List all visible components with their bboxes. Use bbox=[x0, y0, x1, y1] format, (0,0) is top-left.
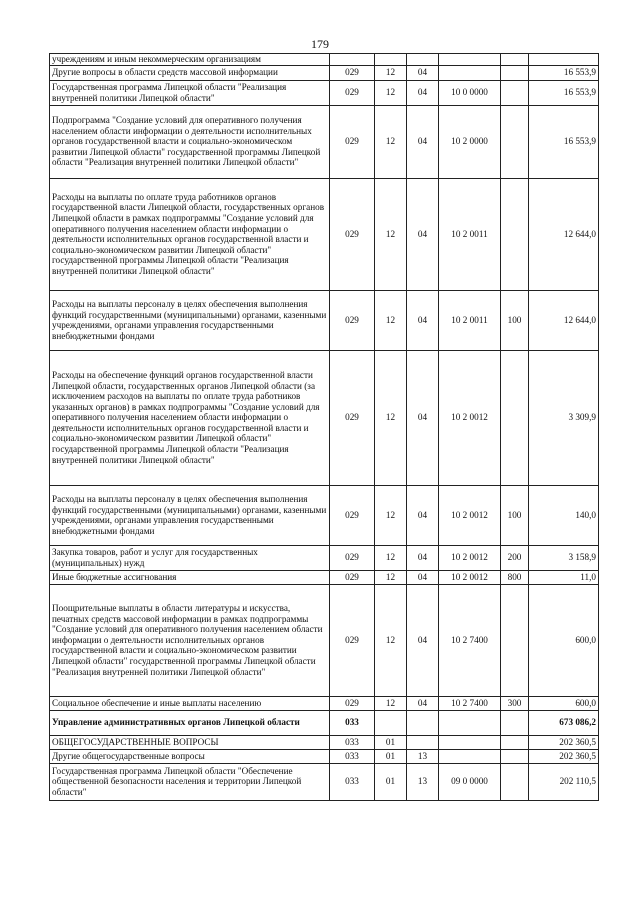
section-code-cell: 12 bbox=[375, 485, 407, 545]
budget-table bbox=[49, 53, 599, 801]
ministry-code-cell: 033 bbox=[330, 735, 375, 749]
amount-cell: 600,0 bbox=[529, 584, 599, 696]
amount-cell: 202 110,5 bbox=[529, 763, 599, 800]
table-row bbox=[50, 570, 599, 584]
item-name-cell: Расходы на выплаты персоналу в целях обеспечения выполнения функций государственными (муниципальными) органами, казенными учреждениями, органами управления государственными внебюджетными фондами bbox=[50, 485, 330, 545]
expense-type-cell bbox=[501, 749, 529, 763]
target-article-cell: 10 2 0012 bbox=[439, 350, 501, 485]
item-name-cell: ОБЩЕГОСУДАРСТВЕННЫЕ ВОПРОСЫ bbox=[50, 735, 330, 749]
section-code-cell: 12 bbox=[375, 350, 407, 485]
expense-type-cell: 300 bbox=[501, 696, 529, 710]
item-name-cell: Подпрограмма "Создание условий для оперативного получения населением области информации о деятельности исполнительных органов государственной власти и социально-экономическом развитии Липецкой области" государственной программы Липецкой области "Реализация внутренней политики Липецкой области" bbox=[50, 105, 330, 178]
target-article-cell: 10 2 0011 bbox=[439, 178, 501, 290]
amount-cell: 16 553,9 bbox=[529, 80, 599, 105]
expense-type-cell: 100 bbox=[501, 290, 529, 350]
table-row bbox=[50, 710, 599, 735]
ministry-code-cell: 029 bbox=[330, 584, 375, 696]
table-row bbox=[50, 54, 599, 66]
expense-type-cell: 100 bbox=[501, 485, 529, 545]
section-code-cell: 12 bbox=[375, 65, 407, 80]
subsection-code-cell: 04 bbox=[407, 80, 439, 105]
amount-cell: 3 158,9 bbox=[529, 545, 599, 570]
amount-cell: 16 553,9 bbox=[529, 65, 599, 80]
expense-type-cell bbox=[501, 80, 529, 105]
table-row bbox=[50, 350, 599, 485]
subsection-code-cell: 04 bbox=[407, 105, 439, 178]
expense-type-cell bbox=[501, 178, 529, 290]
ministry-code-cell bbox=[330, 54, 375, 66]
section-code-cell bbox=[375, 54, 407, 66]
ministry-code-cell: 029 bbox=[330, 178, 375, 290]
subsection-code-cell bbox=[407, 735, 439, 749]
target-article-cell: 10 0 0000 bbox=[439, 80, 501, 105]
amount-cell bbox=[529, 54, 599, 66]
ministry-code-cell: 029 bbox=[330, 105, 375, 178]
subsection-code-cell: 04 bbox=[407, 178, 439, 290]
ministry-code-cell: 029 bbox=[330, 570, 375, 584]
expense-type-cell: 800 bbox=[501, 570, 529, 584]
expense-type-cell bbox=[501, 105, 529, 178]
section-code-cell: 12 bbox=[375, 80, 407, 105]
expense-type-cell bbox=[501, 584, 529, 696]
item-name-cell: Закупка товаров, работ и услуг для государственных (муниципальных) нужд bbox=[50, 545, 330, 570]
expense-type-cell bbox=[501, 54, 529, 66]
subsection-code-cell bbox=[407, 710, 439, 735]
table-row bbox=[50, 65, 599, 80]
ministry-code-cell: 029 bbox=[330, 696, 375, 710]
amount-cell: 3 309,9 bbox=[529, 350, 599, 485]
table-row bbox=[50, 105, 599, 178]
item-name-cell: учреждениям и иным некоммерческим организациям bbox=[50, 54, 330, 66]
target-article-cell: 10 2 0011 bbox=[439, 290, 501, 350]
section-code-cell: 12 bbox=[375, 290, 407, 350]
table-row bbox=[50, 290, 599, 350]
section-code-cell: 12 bbox=[375, 545, 407, 570]
target-article-cell: 10 2 0012 bbox=[439, 570, 501, 584]
target-article-cell bbox=[439, 710, 501, 735]
section-code-cell: 12 bbox=[375, 570, 407, 584]
subsection-code-cell: 13 bbox=[407, 749, 439, 763]
target-article-cell: 10 2 0012 bbox=[439, 485, 501, 545]
target-article-cell bbox=[439, 65, 501, 80]
ministry-code-cell: 029 bbox=[330, 350, 375, 485]
table-row bbox=[50, 696, 599, 710]
section-code-cell bbox=[375, 710, 407, 735]
target-article-cell bbox=[439, 749, 501, 763]
amount-cell: 140,0 bbox=[529, 485, 599, 545]
budget-table-body bbox=[50, 54, 599, 801]
subsection-code-cell: 04 bbox=[407, 290, 439, 350]
ministry-code-cell: 029 bbox=[330, 80, 375, 105]
ministry-code-cell: 029 bbox=[330, 290, 375, 350]
expense-type-cell bbox=[501, 350, 529, 485]
item-name-cell: Государственная программа Липецкой области "Обеспечение общественной безопасности населения и территории Липецкой области" bbox=[50, 763, 330, 800]
target-article-cell: 09 0 0000 bbox=[439, 763, 501, 800]
amount-cell: 12 644,0 bbox=[529, 178, 599, 290]
table-row bbox=[50, 178, 599, 290]
expense-type-cell bbox=[501, 710, 529, 735]
item-name-cell: Иные бюджетные ассигнования bbox=[50, 570, 330, 584]
subsection-code-cell: 04 bbox=[407, 570, 439, 584]
table-row bbox=[50, 80, 599, 105]
expense-type-cell bbox=[501, 763, 529, 800]
ministry-code-cell: 033 bbox=[330, 710, 375, 735]
section-code-cell: 01 bbox=[375, 735, 407, 749]
subsection-code-cell: 04 bbox=[407, 350, 439, 485]
amount-cell: 600,0 bbox=[529, 696, 599, 710]
amount-cell: 202 360,5 bbox=[529, 735, 599, 749]
subsection-code-cell: 04 bbox=[407, 696, 439, 710]
table-row bbox=[50, 545, 599, 570]
subsection-code-cell: 13 bbox=[407, 763, 439, 800]
section-code-cell: 01 bbox=[375, 763, 407, 800]
target-article-cell: 10 2 0000 bbox=[439, 105, 501, 178]
amount-cell: 12 644,0 bbox=[529, 290, 599, 350]
amount-cell: 16 553,9 bbox=[529, 105, 599, 178]
page-number: 179 bbox=[311, 37, 329, 51]
ministry-code-cell: 029 bbox=[330, 545, 375, 570]
item-name-cell: Социальное обеспечение и иные выплаты населению bbox=[50, 696, 330, 710]
table-row bbox=[50, 735, 599, 749]
amount-cell: 11,0 bbox=[529, 570, 599, 584]
subsection-code-cell: 04 bbox=[407, 584, 439, 696]
table-row bbox=[50, 749, 599, 763]
subsection-code-cell bbox=[407, 54, 439, 66]
table-row bbox=[50, 485, 599, 545]
item-name-cell: Поощрительные выплаты в области литературы и искусства, печатных средств массовой информации в рамках подпрограммы "Создание условий для оперативного получения населением области информации о деятельности исполнительных органов государственной власти и социально-экономическом развитии Липецкой области" государственной программы Липецкой области "Реализация внутренней политики Липецкой области" bbox=[50, 584, 330, 696]
item-name-cell: Управление административных органов Липецкой области bbox=[50, 710, 330, 735]
expense-type-cell: 200 bbox=[501, 545, 529, 570]
item-name-cell: Расходы на выплаты по оплате труда работников органов государственной власти Липецкой области, государственных органов Липецкой области в рамках подпрограммы "Создание условий для оперативного получения населением области информации о деятельности исполнительных органов государственной власти и социально-экономическом развитии Липецкой области" государственной программы Липецкой области "Реализация внутренней политики Липецкой области" bbox=[50, 178, 330, 290]
section-code-cell: 12 bbox=[375, 105, 407, 178]
item-name-cell: Другие вопросы в области средств массовой информации bbox=[50, 65, 330, 80]
target-article-cell bbox=[439, 54, 501, 66]
ministry-code-cell: 029 bbox=[330, 485, 375, 545]
ministry-code-cell: 033 bbox=[330, 749, 375, 763]
target-article-cell bbox=[439, 735, 501, 749]
section-code-cell: 12 bbox=[375, 584, 407, 696]
section-code-cell: 12 bbox=[375, 178, 407, 290]
amount-cell: 202 360,5 bbox=[529, 749, 599, 763]
target-article-cell: 10 2 7400 bbox=[439, 696, 501, 710]
amount-cell: 673 086,2 bbox=[529, 710, 599, 735]
item-name-cell: Расходы на выплаты персоналу в целях обеспечения выполнения функций государственными (муниципальными) органами, казенными учреждениями, органами управления государственными внебюджетными фондами bbox=[50, 290, 330, 350]
subsection-code-cell: 04 bbox=[407, 485, 439, 545]
section-code-cell: 12 bbox=[375, 696, 407, 710]
target-article-cell: 10 2 7400 bbox=[439, 584, 501, 696]
table-row bbox=[50, 763, 599, 800]
item-name-cell: Расходы на обеспечение функций органов государственной власти Липецкой области, государственных органов Липецкой области (за исключением расходов на выплаты по оплате труда работников указанных органов) в рамках подпрограммы "Создание условий для оперативного получения населением области информации о деятельности исполнительных органов государственной власти и социально-экономическом развитии Липецкой области" государственной программы Липецкой области "Реализация внутренней политики Липецкой области" bbox=[50, 350, 330, 485]
table-row bbox=[50, 584, 599, 696]
target-article-cell: 10 2 0012 bbox=[439, 545, 501, 570]
ministry-code-cell: 029 bbox=[330, 65, 375, 80]
item-name-cell: Государственная программа Липецкой области "Реализация внутренней политики Липецкой области" bbox=[50, 80, 330, 105]
subsection-code-cell: 04 bbox=[407, 65, 439, 80]
section-code-cell: 01 bbox=[375, 749, 407, 763]
expense-type-cell bbox=[501, 735, 529, 749]
expense-type-cell bbox=[501, 65, 529, 80]
subsection-code-cell: 04 bbox=[407, 545, 439, 570]
item-name-cell: Другие общегосударственные вопросы bbox=[50, 749, 330, 763]
ministry-code-cell: 033 bbox=[330, 763, 375, 800]
